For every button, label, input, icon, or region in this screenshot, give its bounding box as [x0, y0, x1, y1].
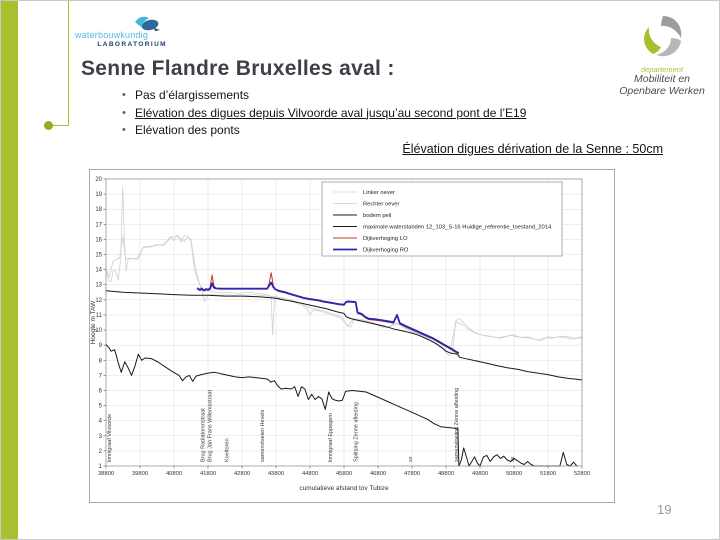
bullet-text: Elévation des digues depuis Vilvoorde aval jusqu’au second pont de l’E19: [135, 105, 527, 120]
svg-text:1: 1: [98, 464, 102, 470]
svg-text:42800: 42800: [233, 471, 251, 477]
bullet-list: [122, 87, 687, 140]
svg-text:Dijkverhoging LO: Dijkverhoging LO: [363, 236, 408, 242]
svg-text:16: 16: [95, 237, 102, 244]
chart-svg: [90, 170, 612, 500]
waterbouwkundig-logo: [75, 13, 167, 48]
mow-name-line1: Mobiliteit en: [633, 73, 691, 85]
svg-text:2: 2: [98, 448, 102, 455]
svg-text:45800: 45800: [335, 471, 353, 477]
svg-text:43800: 43800: [267, 471, 285, 477]
svg-text:xx: xx: [510, 456, 516, 462]
svg-text:3: 3: [98, 433, 102, 440]
svg-text:Brug Jan Frans Willemsstraat: Brug Jan Frans Willemsstraat: [207, 389, 214, 462]
svg-text:20: 20: [95, 177, 102, 183]
svg-text:Linker oever: Linker oever: [363, 190, 395, 196]
page-title: Senne Flandre Bruxelles aval :: [81, 57, 395, 80]
svg-text:18: 18: [95, 207, 102, 214]
svg-text:52800: 52800: [573, 471, 591, 477]
chart: [89, 169, 615, 503]
callout-elevation-digues: [301, 142, 663, 156]
svg-text:maximale waterstanden 12_103_S: maximale waterstanden 12_103_S-16 Huidige_referentie_toestand_2014: [363, 224, 552, 231]
mow-name-line2: Openbare Werken: [619, 84, 705, 97]
bullet-item-2: [122, 105, 687, 123]
accent-dot: [44, 121, 53, 130]
svg-text:limnigraaf Vilvoorde: limnigraaf Vilvoorde: [107, 413, 114, 462]
svg-text:bodem peil: bodem peil: [363, 213, 392, 219]
triangle-swirl-icon: [637, 13, 687, 59]
bird-icon: [133, 15, 161, 33]
svg-text:9: 9: [98, 343, 102, 350]
svg-text:49800: 49800: [471, 471, 489, 477]
svg-text:40800: 40800: [165, 471, 183, 477]
svg-text:samenvloeien Hevels: samenvloeien Hevels: [260, 409, 267, 462]
svg-text:7: 7: [98, 373, 102, 380]
svg-text:44800: 44800: [301, 471, 319, 477]
svg-text:4: 4: [98, 418, 102, 425]
accent-line-vertical: [68, 1, 69, 126]
svg-text:Rechter oever: Rechter oever: [363, 201, 400, 208]
accent-line-horizontal: [53, 125, 69, 126]
mow-logo: [608, 13, 716, 97]
svg-text:48800: 48800: [437, 471, 455, 477]
svg-text:Splitsing Zenne afleiding: Splitsing Zenne afleiding: [353, 402, 360, 462]
svg-text:Dijkverhoging RO: Dijkverhoging RO: [363, 247, 409, 254]
bullet-item-1: [122, 87, 687, 105]
bullet-item-3: [122, 122, 687, 140]
wl-logo-text: waterbouwkundig: [75, 30, 149, 40]
svg-text:samenvloeiing Zenne afleiding: samenvloeiing Zenne afleiding: [453, 387, 460, 462]
bullet-text: Elévation des ponts: [135, 123, 240, 137]
svg-text:17: 17: [95, 222, 102, 229]
svg-text:limnigraaf Eppegem: limnigraaf Eppegem: [328, 413, 335, 462]
callout-text: Élévation digues dérivation de la Senne : 50cm: [402, 142, 663, 156]
svg-text:47800: 47800: [403, 471, 421, 477]
page-number: 19: [657, 502, 672, 517]
svg-text:cumulatieve afstand tov Tubize: cumulatieve afstand tov Tubize: [299, 485, 389, 492]
svg-text:13: 13: [95, 282, 102, 289]
svg-text:46800: 46800: [369, 471, 387, 477]
svg-text:Brug Radiatorenstraat: Brug Radiatorenstraat: [200, 408, 207, 462]
svg-text:41800: 41800: [199, 471, 217, 477]
svg-text:10: 10: [95, 328, 102, 335]
wl-logo-subtext: LABORATORIUM: [97, 41, 167, 48]
svg-text:39800: 39800: [131, 471, 149, 477]
svg-text:8: 8: [98, 358, 102, 365]
svg-text:6: 6: [98, 388, 102, 395]
svg-text:Hoogte m TAW: Hoogte m TAW: [90, 300, 97, 345]
left-accent-bar: [1, 1, 18, 540]
svg-text:11: 11: [95, 312, 102, 319]
svg-text:50800: 50800: [505, 471, 523, 477]
svg-text:12: 12: [95, 297, 102, 304]
svg-text:xx: xx: [408, 456, 414, 462]
svg-text:15: 15: [95, 252, 102, 259]
mow-dept-text: departement: [640, 65, 684, 74]
svg-text:14: 14: [95, 267, 102, 274]
svg-text:38800: 38800: [97, 471, 115, 477]
bullet-text: Pas d’élargissements: [135, 88, 250, 102]
svg-text:Koeltoren: Koeltoren: [224, 438, 231, 462]
svg-text:5: 5: [98, 403, 102, 410]
svg-text:19: 19: [95, 192, 102, 199]
svg-text:51800: 51800: [539, 471, 557, 477]
